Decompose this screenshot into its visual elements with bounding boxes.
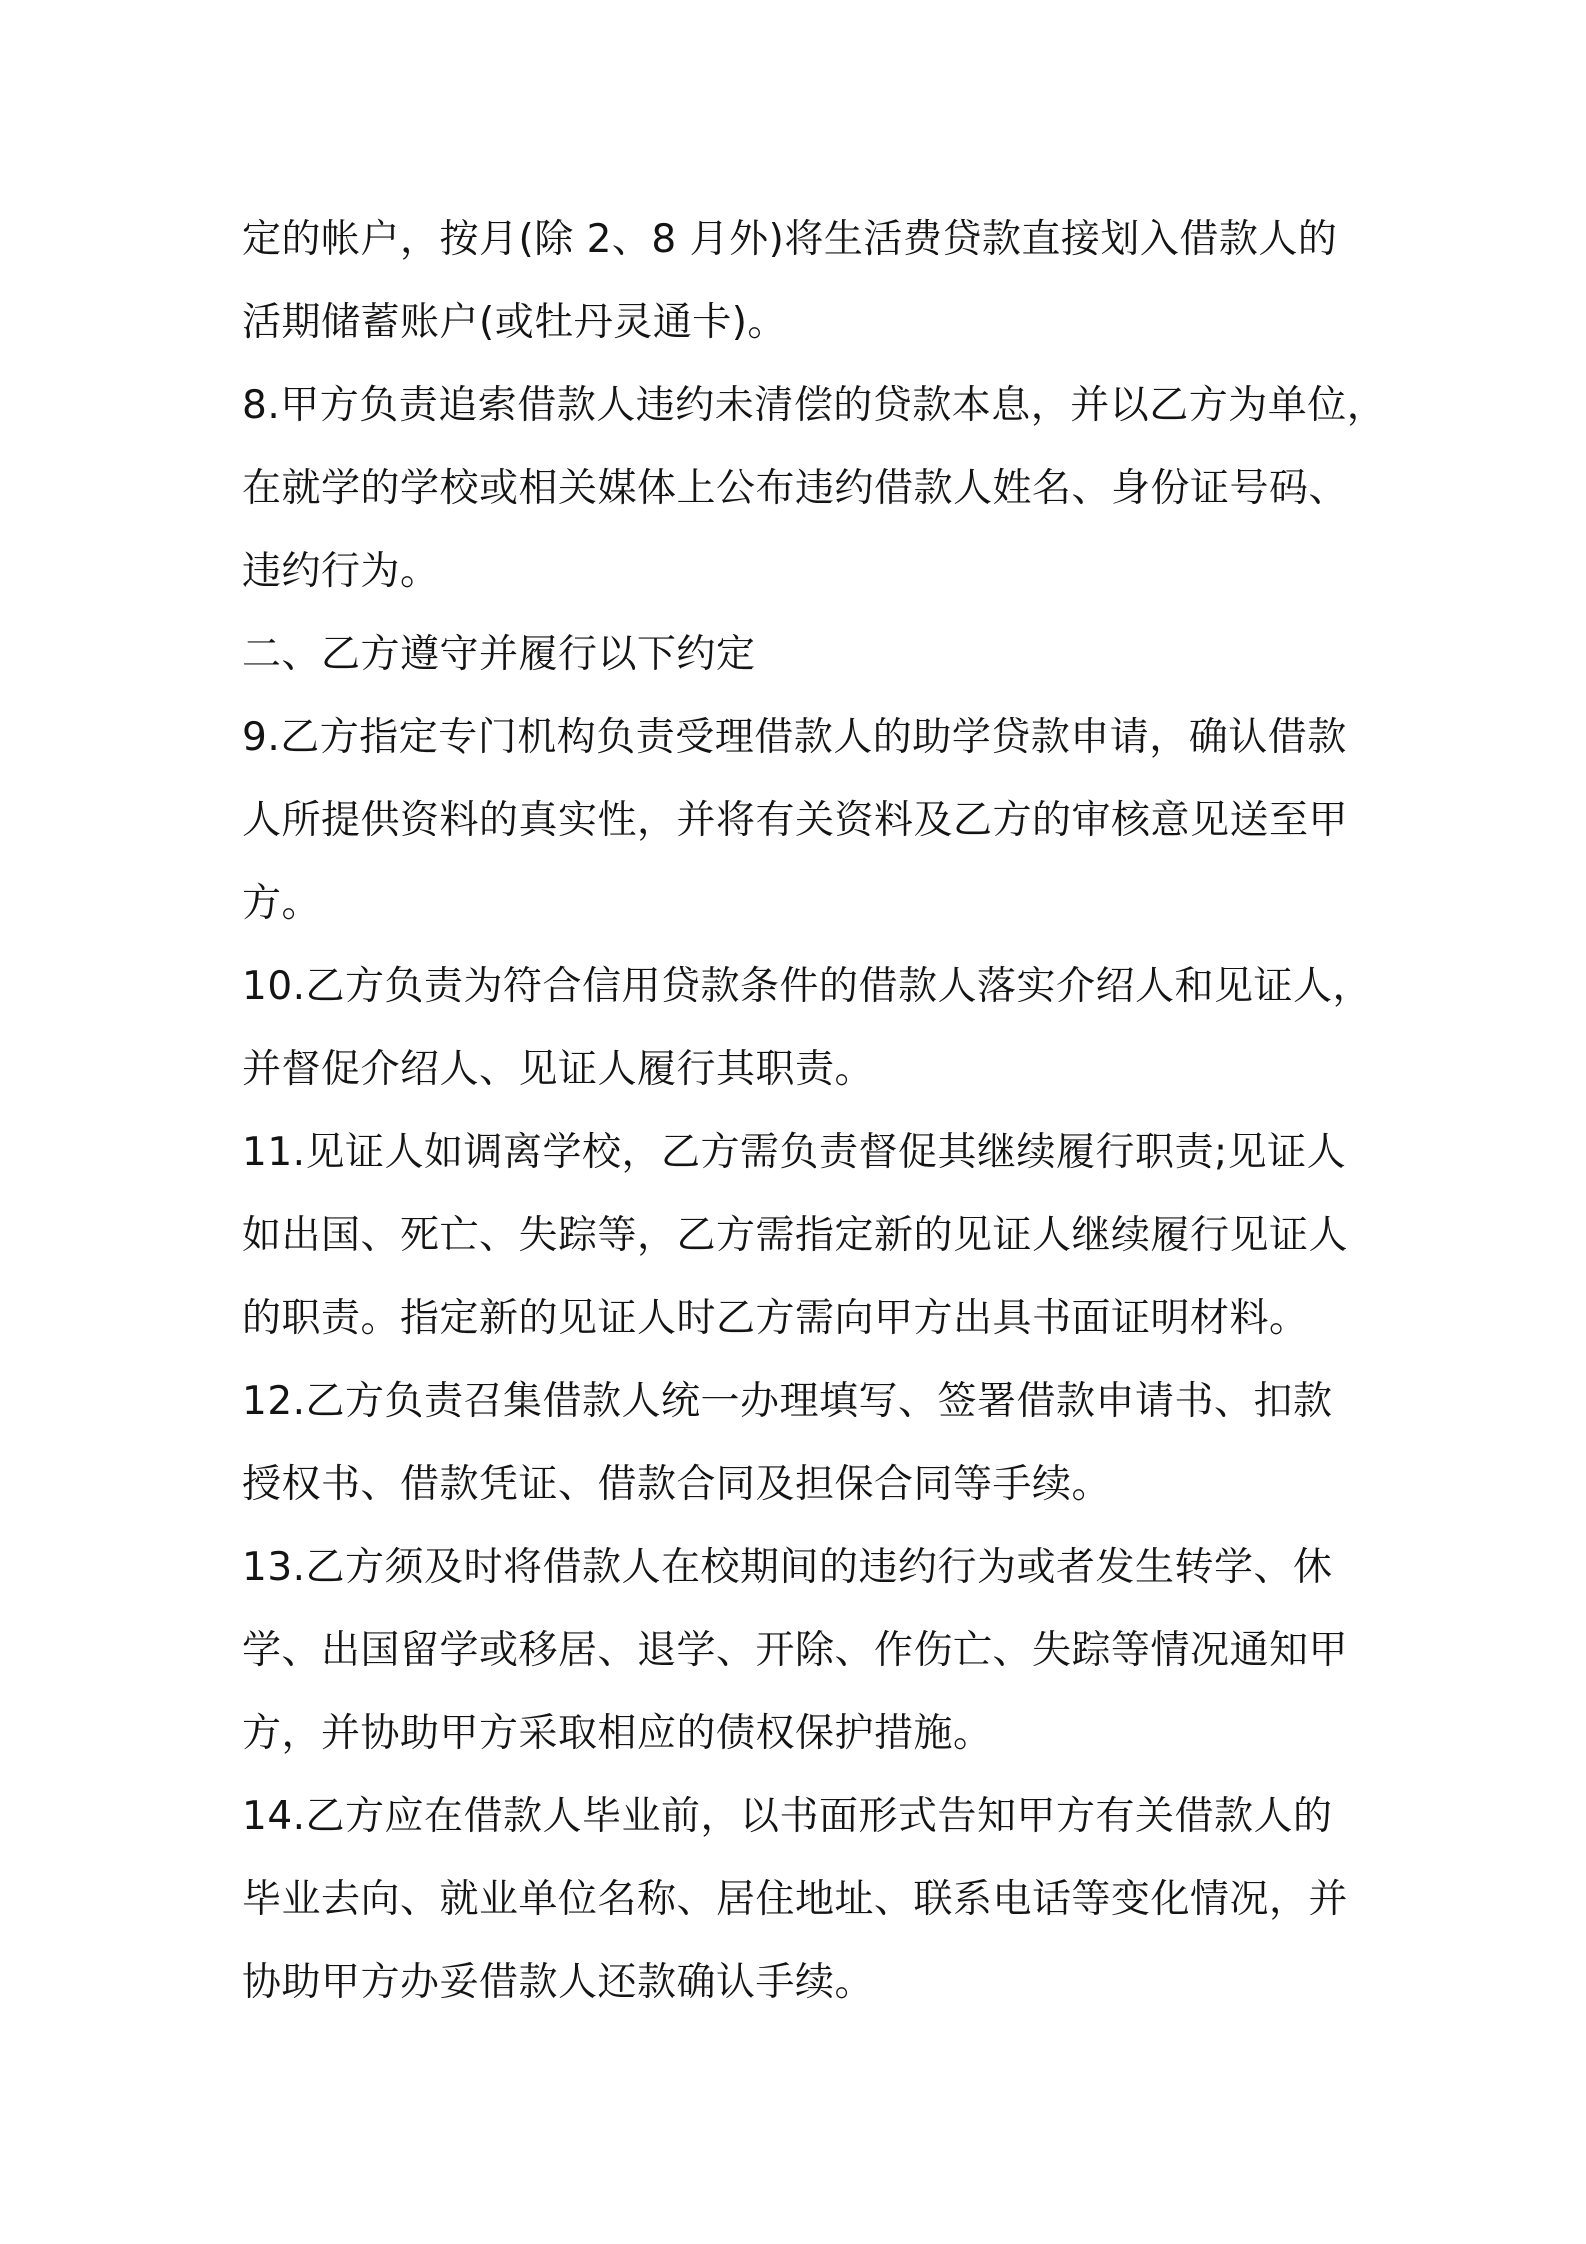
text-line: 方，并协助甲方采取相应的债权保护措施。 — [242, 1711, 993, 1756]
text-line: 9.乙方指定专门机构负责受理借款人的助学贷款申请，确认借款 — [242, 715, 1347, 760]
text-line: 10.乙方负责为符合信用贷款条件的借款人落实介绍人和见证人， — [242, 964, 1373, 1009]
clause-11 — [242, 1111, 1372, 1360]
text-line: 定的帐户，按月(除 2、8 月外)将生活费贷款直接划入借款人的 — [242, 217, 1338, 262]
section-2-heading — [242, 613, 1372, 696]
text-line: 在就学的学校或相关媒体上公布违约借款人姓名、身份证号码、 — [242, 466, 1349, 511]
text-line: 协助甲方办妥借款人还款确认手续。 — [242, 1960, 875, 2005]
clause-14 — [242, 1775, 1372, 2024]
text-line: 人所提供资料的真实性，并将有关资料及乙方的审核意见送至甲 — [242, 798, 1349, 843]
clause-8 — [242, 364, 1387, 613]
text-line: 毕业去向、就业单位名称、居住地址、联系电话等变化情况，并 — [242, 1877, 1349, 1922]
text-line: 的职责。指定新的见证人时乙方需向甲方出具书面证明材料。 — [242, 1296, 1309, 1341]
text-line: 11.见证人如调离学校，乙方需负责督促其继续履行职责;见证人 — [242, 1130, 1347, 1175]
text-line: 14.乙方应在借款人毕业前，以书面形式告知甲方有关借款人的 — [242, 1794, 1333, 1839]
clause-13 — [242, 1526, 1372, 1775]
text-line: 如出国、死亡、失踪等，乙方需指定新的见证人继续履行见证人 — [242, 1213, 1349, 1258]
text-line: 授权书、借款凭证、借款合同及担保合同等手续。 — [242, 1462, 1112, 1507]
text-line: 并督促介绍人、见证人履行其职责。 — [242, 1047, 875, 1092]
heading-line: 二、乙方遵守并履行以下约定 — [242, 632, 756, 677]
text-line: 违约行为。 — [242, 549, 440, 594]
text-line: 活期储蓄账户(或牡丹灵通卡)。 — [242, 300, 787, 345]
paragraph-continuation — [242, 198, 1372, 364]
clause-10 — [242, 945, 1372, 1111]
clause-12 — [242, 1360, 1372, 1526]
text-line: 方。 — [242, 881, 322, 926]
text-line: 13.乙方须及时将借款人在校期间的违约行为或者发生转学、休 — [242, 1545, 1333, 1590]
document-body — [242, 198, 1387, 2024]
clause-9 — [242, 696, 1372, 945]
text-line: 8.甲方负责追索借款人违约未清偿的贷款本息，并以乙方为单位， — [242, 383, 1387, 428]
text-line: 学、出国留学或移居、退学、开除、作伤亡、失踪等情况通知甲 — [242, 1628, 1349, 1673]
text-line: 12.乙方负责召集借款人统一办理填写、签署借款申请书、扣款 — [242, 1379, 1333, 1424]
